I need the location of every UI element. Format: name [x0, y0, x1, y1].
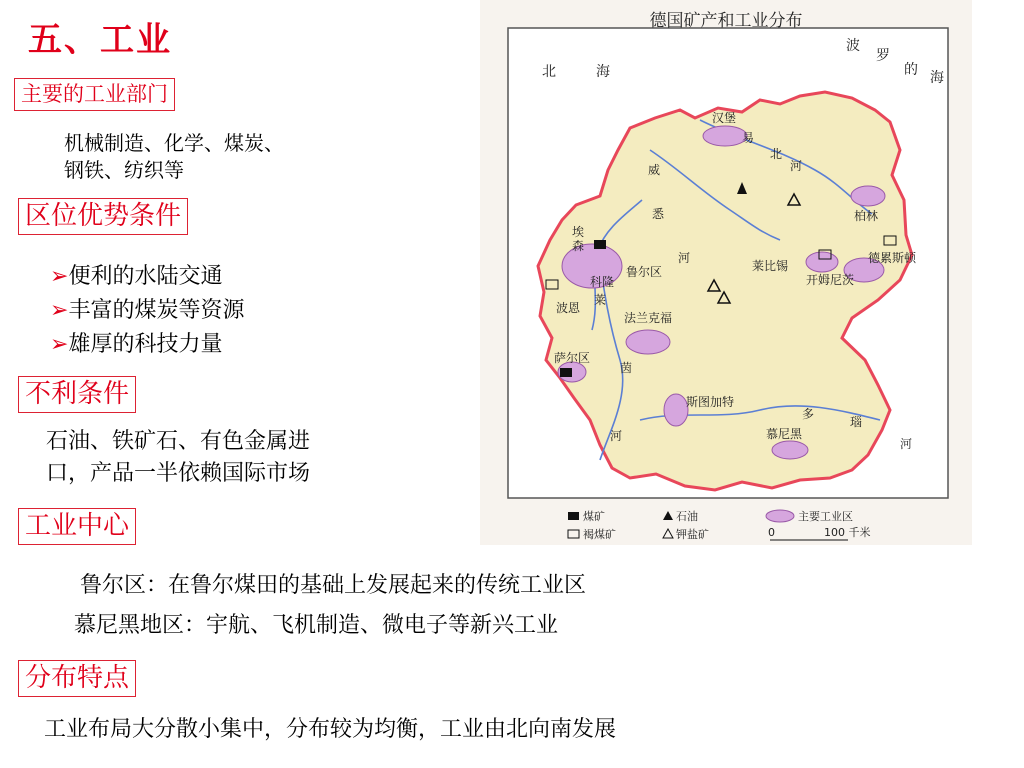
- arrow-bullet-icon: ➢: [50, 332, 69, 357]
- distribution-label: 分布特点: [18, 660, 136, 697]
- advantages-label: 区位优势条件: [18, 198, 188, 235]
- disadvantages-line-2: 口，产品一半依赖国际市场: [46, 461, 311, 486]
- legend-coal-icon: [568, 512, 579, 520]
- map-label: 茵: [620, 361, 633, 375]
- map-label: 河: [900, 437, 913, 451]
- map-label: 海: [596, 64, 610, 80]
- advantage-item: ➢丰富的煤炭等资源: [50, 298, 245, 323]
- map-label: 罗: [876, 48, 890, 64]
- disadvantages-text: [46, 426, 310, 490]
- germany-map: [480, 0, 972, 545]
- map-label: 波: [846, 38, 860, 54]
- distribution-text: 工业布局大分散小集中，分布较为均衡，工业由北向南发展: [44, 717, 617, 742]
- map-title: 德国矿产和工业分布: [649, 11, 803, 31]
- legend-lignite-icon: [568, 530, 579, 538]
- industrial-hamburg: [703, 126, 747, 146]
- center-ruhr: 鲁尔区：在鲁尔煤田的基础上发展起来的传统工业区: [80, 573, 587, 598]
- legend-oil-label: 石油: [676, 510, 698, 523]
- map-label: 北: [770, 147, 783, 161]
- coal-mine-icon: [594, 240, 606, 249]
- departments-text: [64, 130, 284, 184]
- legend-potash-label: 钾盐矿: [676, 528, 709, 541]
- map-label: 河: [610, 429, 623, 443]
- map-label: 埃: [572, 225, 585, 239]
- map-legend: [568, 509, 871, 541]
- map-label: 斯图加特: [686, 395, 735, 409]
- legend-industrial-icon: [766, 510, 794, 522]
- advantages-list: [50, 260, 244, 362]
- map-label: 的: [904, 62, 918, 78]
- advantage-item: ➢雄厚的科技力量: [50, 332, 223, 357]
- departments-label: 主要的工业部门: [14, 78, 175, 111]
- center-munich-wrap: [74, 606, 558, 646]
- map-label: 北: [542, 64, 556, 80]
- legend-potash-icon: [663, 529, 673, 538]
- map-label: 科隆: [590, 275, 615, 289]
- map-label: 河: [790, 159, 803, 173]
- map-label: 森: [572, 239, 585, 253]
- centers-label: 工业中心: [18, 508, 136, 545]
- departments-line-1: 机械制造、化学、煤炭、: [64, 131, 284, 155]
- map-label: 悉: [652, 207, 665, 221]
- industrial-munich: [772, 441, 808, 459]
- advantage-item: ➢便利的水陆交通: [50, 264, 223, 289]
- legend-lignite-label: 褐煤矿: [583, 528, 616, 541]
- map-label: 汉堡: [712, 111, 737, 125]
- map-label: 瑙: [850, 415, 863, 429]
- departments-line-2: 钢铁、纺织等: [64, 158, 184, 182]
- map-label: 莱: [594, 293, 607, 307]
- slide-title: 五、工业: [28, 20, 172, 60]
- map-label: 开姆尼茨: [806, 273, 855, 287]
- map-label: 鲁尔区: [626, 265, 663, 279]
- industrial-stuttgart: [664, 394, 688, 426]
- map-label: 莱比锡: [752, 259, 789, 273]
- disadvantages-label: 不利条件: [18, 376, 136, 413]
- arrow-bullet-icon: ➢: [50, 264, 69, 289]
- scale-zero: 0: [768, 526, 775, 539]
- map-label: 易: [742, 131, 755, 145]
- map-label: 多: [802, 407, 815, 421]
- map-label: 威: [648, 163, 661, 177]
- map-canvas: [480, 0, 972, 545]
- industrial-berlin: [851, 186, 885, 206]
- map-label: 柏林: [854, 209, 879, 223]
- legend-industrial-label: 主要工业区: [798, 510, 853, 523]
- scale-value: 100 千米: [824, 526, 871, 539]
- industrial-frankfurt: [626, 330, 670, 354]
- industrial-leipzig: [806, 252, 838, 272]
- legend-oil-icon: [663, 511, 673, 520]
- map-label: 海: [930, 70, 944, 86]
- map-label: 河: [678, 251, 691, 265]
- disadvantages-line-1: 石油、铁矿石、有色金属进: [46, 429, 311, 454]
- map-label: 波恩: [556, 301, 581, 315]
- map-label: 萨尔区: [554, 351, 591, 365]
- map-label: 慕尼黑: [766, 427, 803, 441]
- legend-coal-label: 煤矿: [583, 510, 605, 523]
- map-label: 德累斯顿: [868, 251, 917, 265]
- arrow-bullet-icon: ➢: [50, 298, 69, 323]
- coal-mine-icon: [560, 368, 572, 377]
- map-label: 法兰克福: [624, 311, 673, 325]
- center-munich: 慕尼黑地区：宇航、飞机制造、微电子等新兴工业: [74, 613, 559, 638]
- centers-text: [80, 566, 586, 606]
